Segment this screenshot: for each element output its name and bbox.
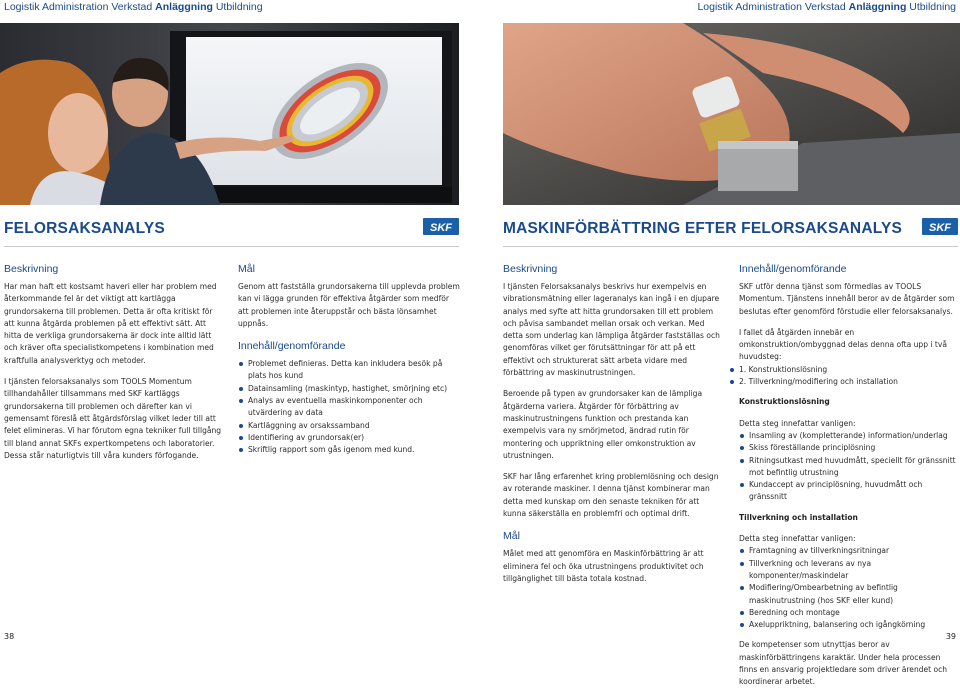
section-heading: Beskrivning — [4, 263, 59, 275]
left-divider — [4, 246, 459, 247]
section-heading: Innehåll/genomförande — [739, 263, 847, 275]
list-item: Analys av eventuella maskinkomponenter och utvärdering av data — [248, 395, 460, 420]
engineers-at-screen-photo — [0, 23, 459, 205]
paragraph: Genom att fastställa grundorsakerna till upplevda problem kan vi lägga grunden för effektiva åtgärder som medför att problemen inte återuppstår och bästa lönsamhet uppnås. — [238, 282, 460, 328]
section-heading: Beskrivning — [503, 263, 558, 275]
hand-with-fitting-photo — [503, 23, 960, 205]
page-number-right: 39 — [945, 632, 956, 641]
bullet-list — [739, 545, 959, 631]
list-item: Problemet definieras. Detta kan inkludera besök på plats hos kund — [248, 358, 460, 383]
right-col-content — [739, 262, 959, 698]
list-item: Modifiering/Ombearbetning av befintlig maskinutrustning (hos SKF eller kund) — [749, 582, 959, 607]
bullet-list — [739, 430, 959, 504]
right-header-nav: Logistik Administration Verkstad Anläggning Utbildning — [697, 1, 956, 13]
left-page-title: FELORSAKSANALYS — [4, 220, 165, 237]
paragraph: Har man haft ett kostsamt haveri eller har problem med återkommande fel är det viktigt att kartlägga grundorsakerna till problemen. Detta är ofta kritiskt för att kunna åtgärda problemen på ett effektivt sätt. Att hitta de verkliga grundorsakerna är dock inte alltid lätt och kräver ofta specialistkompetens i kombination med kraftfulla analysverktyg och metoder. — [4, 282, 217, 365]
right-header-active: Anläggning — [848, 1, 907, 13]
list-item: Skiss föreställande principlösning — [749, 442, 959, 454]
list-item: Insamling av (kompletterande) information/underlag — [749, 430, 959, 442]
paragraph: Målet med att genomföra en Maskinförbättring är att eliminera fel och öka utrustningens produktivitet och tillgänglighet till bästa totala kostnad. — [503, 549, 704, 583]
paragraph: I tjänsten Felorsaksanalys beskrivs hur exempelvis en vibrationsmätning eller lageranalys kan ingå i en djupare analys med syfte att hitta grundorsaken till ett problem och påvisa sambandet mellan orsak och verkan. Med detta som underlag kan lämpliga åtgärder fastställas och genomföras vilket ger förutsättningar för att på ett effektivt och strukturerat sätt arbeta vidare med förbättring av maskinutrustningen. — [503, 282, 720, 378]
list-item: Skriftlig rapport som gås igenom med kund. — [248, 444, 460, 456]
step-item: 1. Konstruktionslösning — [739, 364, 959, 376]
step-list — [739, 364, 959, 389]
list-item: Ritningsutkast med huvudmått, speciellt för gränssnitt mot befintlig utrustning — [749, 455, 959, 480]
paragraph: SKF har lång erfarenhet kring problemlösning och design av roterande maskiner. I denna tjänst kombinerar man detta med kunskap om den senaste tekniken för att kunna säkerställa en problemfri och optimal drift. — [503, 472, 719, 519]
left-header-active: Anläggning — [155, 1, 213, 13]
left-col-goal — [238, 262, 460, 465]
list-item: Beredning och montage — [749, 607, 959, 619]
step-item: 2. Tillverkning/modifiering och installation — [739, 376, 959, 388]
right-page-title: MASKINFÖRBÄTTRING EFTER FELORSAKSANALYS — [503, 220, 903, 237]
paragraph: I tjänsten felorsaksanalys som TOOLS Momentum tillhandahåller tillsammans med SKF kartläggs grundorsakerna till problemen och därefter kan vi gemensamt föreslå ett åtgärdsförslag vilket leder till att felet elimineras. Vi har förutom egna tekniker full tillgång till bland annat SKFs expertkompetens och laboratorier. Dessa står naturligtvis till våra kunders förfogande. — [4, 377, 222, 460]
left-header-nav: Logistik Administration Verkstad Anläggning Utbildning — [4, 1, 263, 13]
right-divider — [503, 246, 958, 247]
skf-logo-right — [922, 218, 958, 235]
section-heading: Mål — [238, 263, 255, 275]
list-item: Identifiering av grundorsak(er) — [248, 432, 460, 444]
list-item: Datainsamling (maskintyp, hastighet, smörjning etc) — [248, 383, 460, 395]
paragraph: Detta steg innefattar vanligen: — [739, 534, 856, 544]
list-item: Framtagning av tillverkningsritningar — [749, 545, 959, 557]
bullet-list — [238, 358, 460, 456]
svg-text:SKF: SKF — [929, 222, 951, 234]
paragraph: De kompetenser som utnyttjas beror av maskinförbättringens karaktär. Under hela processen finns en ansvarig projektledare som driver ärendet och koordinerar arbetet. — [739, 640, 948, 687]
subheading: Tillverkning och installation — [739, 512, 858, 522]
subheading: Konstruktionslösning — [739, 397, 830, 407]
list-item: Kartläggning av orsakssamband — [248, 420, 460, 432]
paragraph: SKF utför denna tjänst som förmedlas av TOOLS Momentum. Tjänstens innehåll beror av de åtgärder som beslutas efter genomförd förstudie eller felorsaksanalys. — [739, 282, 955, 316]
paragraph: Detta steg innefattar vanligen: — [739, 418, 856, 428]
section-heading: Mål — [503, 530, 520, 543]
page-number-left: 38 — [4, 632, 15, 641]
section-heading: Innehåll/genomförande — [238, 340, 346, 353]
skf-logo-left — [423, 218, 459, 235]
left-col-description — [4, 262, 224, 471]
svg-text:SKF: SKF — [430, 222, 452, 234]
paragraph: I fallet då åtgärden innebär en omkonstruktion/ombyggnad delas denna ofta upp i två huvudsteg: — [739, 327, 947, 362]
list-item: Tillverkning och leverans av nya komponenter/maskindelar — [749, 558, 959, 583]
list-item: Axeluppriktning, balansering och igångkörning — [749, 619, 959, 631]
right-col-description — [503, 262, 721, 594]
list-item: Kundaccept av principlösning, huvudmått och gränssnitt — [749, 479, 959, 504]
paragraph: Beroende på typen av grundorsaker kan de lämpliga åtgärderna variera. Åtgärder för förbättring av maskinutrustningens funktion och prestanda kan exempelvis vara ny smörjmetod, ändrad rutin för montering och uppriktning eller omkonstruktion av utrustningen. — [503, 389, 703, 460]
